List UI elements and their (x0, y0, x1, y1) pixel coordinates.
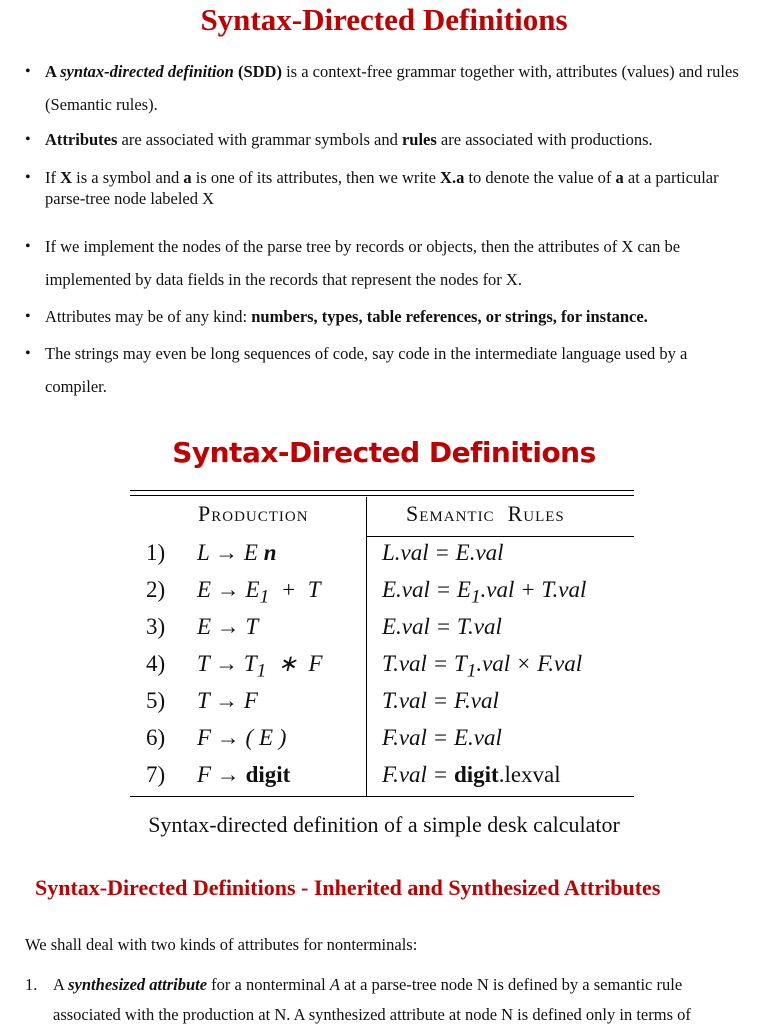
text-run: synthesized attribute (68, 975, 208, 994)
row-number: 6) (146, 725, 166, 750)
table-top-rule (130, 490, 634, 491)
bullet-dot: • (25, 63, 31, 80)
production: E → T (197, 614, 259, 639)
bullet-dot: • (25, 131, 31, 148)
page-title: Syntax-Directed Definitions (200, 2, 568, 37)
semantic-rule: T.val = F.val (382, 688, 499, 713)
semantic-rule: F.val = digit.lexval (382, 762, 561, 787)
bullet-text (45, 167, 745, 209)
row-number: 3) (146, 614, 166, 639)
text-run: A (45, 62, 61, 81)
row-number: 4) (146, 651, 166, 676)
header-production: Production (198, 501, 309, 526)
text-run: X.a (440, 168, 465, 187)
text-run: The strings may even be long sequences of code, say code in the intermediate language used by a compiler. (45, 344, 688, 396)
text-run: a (183, 168, 192, 187)
bullet-text (45, 55, 745, 121)
header-underline (366, 536, 634, 537)
intro-paragraph: We shall deal with two kinds of attributes for nonterminals: (25, 935, 418, 954)
text-run: is one of its attributes, then we write (191, 168, 441, 187)
section-heading: Syntax-Directed Definitions - Inherited and Synthesized Attributes (35, 875, 661, 900)
semantic-rule: E.val = T.val (382, 614, 502, 639)
production: $E \to E_1 + T$ (197, 577, 321, 608)
text-run: (SDD) (233, 62, 282, 81)
text-run: are associated with productions. (436, 130, 653, 149)
bullet-dot: • (25, 238, 31, 255)
section-title-table: Syntax-Directed Definitions (172, 436, 596, 469)
bullet-dot: • (25, 345, 31, 362)
production: T → F (197, 688, 258, 713)
header-semantic-rules: Semantic Rules (406, 501, 565, 526)
bullet-text (45, 337, 745, 403)
row-number: 1) (146, 540, 166, 565)
text-run: A (329, 975, 340, 994)
text-run: is a symbol and (72, 168, 184, 187)
table-row (130, 540, 634, 576)
text-run: a (615, 168, 624, 187)
bullet-text (45, 230, 745, 296)
text-run: is a context-free grammar together with, attributes (values) and rules (Semantic rules). (45, 62, 739, 114)
production: F → ( E ) (197, 725, 287, 750)
production: $T \to T_1$ ∗ F (197, 651, 323, 682)
table-row (130, 577, 634, 613)
text-run: at a parse-tree node N is defined by a semantic rule associated with the production at N. A synthesized attribute at node N is defined only in terms of (53, 975, 691, 1024)
table-row (130, 688, 634, 724)
production: L → E n (197, 540, 277, 565)
text-run: Attributes may be of any kind: (45, 307, 252, 326)
text-run: If (45, 168, 61, 187)
text-run: syntax-directed definition (60, 62, 234, 81)
text-run: for a nonterminal (207, 975, 330, 994)
table-caption: Syntax-directed definition of a simple desk calculator (148, 812, 620, 837)
text-run: A (53, 975, 69, 994)
production: F → digit (197, 762, 291, 787)
semantic-rule: F.val = E.val (382, 725, 502, 750)
table-row (130, 614, 634, 650)
item-text (53, 970, 743, 1030)
table-top-rule-2 (130, 495, 634, 496)
row-number: 2) (146, 577, 166, 602)
text-run: at a particular parse-tree node labeled X (45, 168, 719, 208)
bullet-dot: • (25, 169, 31, 186)
text-run: to denote the value of (464, 168, 616, 187)
text-run: X (60, 168, 73, 187)
text-run: If we implement the nodes of the parse tree by records or objects, then the attributes of X can be implemented by data fields in the records that represent the nodes for X. (45, 237, 681, 289)
text-run: numbers, types, table references, or strings, for instance. (251, 307, 648, 326)
table-bottom-rule (130, 796, 634, 797)
semantic-rule: $T.val = T_1.val \times F.val$ (382, 651, 583, 682)
table-row (130, 762, 634, 798)
text-run: Attributes (45, 130, 118, 149)
bullet-dot: • (25, 308, 31, 325)
text-run: rules (401, 130, 437, 149)
semantic-rule: $E.val = E_1.val + T.val$ (382, 577, 587, 608)
table-row (130, 651, 634, 687)
row-number: 7) (146, 762, 166, 787)
text-run: are associated with grammar symbols and (117, 130, 402, 149)
item-number: 1. (25, 975, 38, 994)
table-row (130, 725, 634, 761)
semantic-rule: L.val = E.val (382, 540, 504, 565)
bullet-text (45, 123, 745, 156)
row-number: 5) (146, 688, 166, 713)
bullet-text (45, 300, 745, 333)
